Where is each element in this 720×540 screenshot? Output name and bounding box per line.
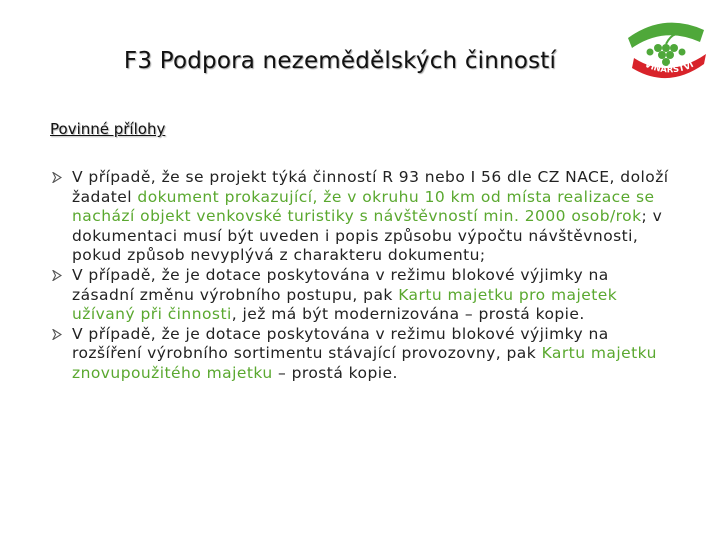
bullet-text: – prostá kopie. — [272, 363, 398, 382]
bullet-text: V případě, že je dotace poskytována v režimu blokové výjimky na zásadní změnu výrobního postupu, pak — [72, 265, 609, 304]
bullet-text: , jež má být modernizována – prostá kopie. — [231, 305, 585, 324]
arrow-bullet-icon — [52, 172, 62, 183]
logo-bottom-text: VINAŘSTVÍ — [642, 59, 696, 76]
logo-top-text: ZNOJEMSKÉ — [625, 8, 682, 34]
bullet-text: V případě, že se projekt týká činností R 93 nebo I 56 dle CZ NACE, doloží žadatel — [72, 168, 669, 206]
arrow-bullet-icon — [52, 270, 62, 281]
znojemske-vinarstvi-logo — [620, 8, 710, 86]
arrow-bullet-icon — [52, 329, 62, 340]
list-item — [50, 168, 670, 266]
list-item — [50, 325, 670, 384]
bullet-text: ; v dokumentaci musí být uveden i popis způsobu výpočtu návštěvnosti, pokud způsob nevyplývá z charakteru dokumentu; — [72, 207, 663, 265]
section-subheading: Povinné přílohy — [50, 120, 166, 138]
slide-title: F3 Podpora nezemědělských činností — [123, 48, 557, 74]
attachments-list — [50, 168, 670, 384]
bullet-highlight: dokument prokazující, že v okruhu 10 km od místa realizace se nachází objekt venkovské turistiky s návštěvností min. 2000 osob/rok — [72, 187, 655, 226]
bullet-text: V případě, že je dotace poskytována v režimu blokové výjimky na rozšíření výrobního sortimentu stávající provozovny, pak — [72, 324, 609, 363]
list-item — [50, 266, 670, 325]
bullet-highlight: Kartu majetku pro majetek užívaný při činnosti — [72, 285, 618, 324]
grape-cluster-logo-icon — [620, 8, 710, 86]
bullet-highlight: Kartu majetku znovupoužitého majetku — [72, 344, 657, 382]
